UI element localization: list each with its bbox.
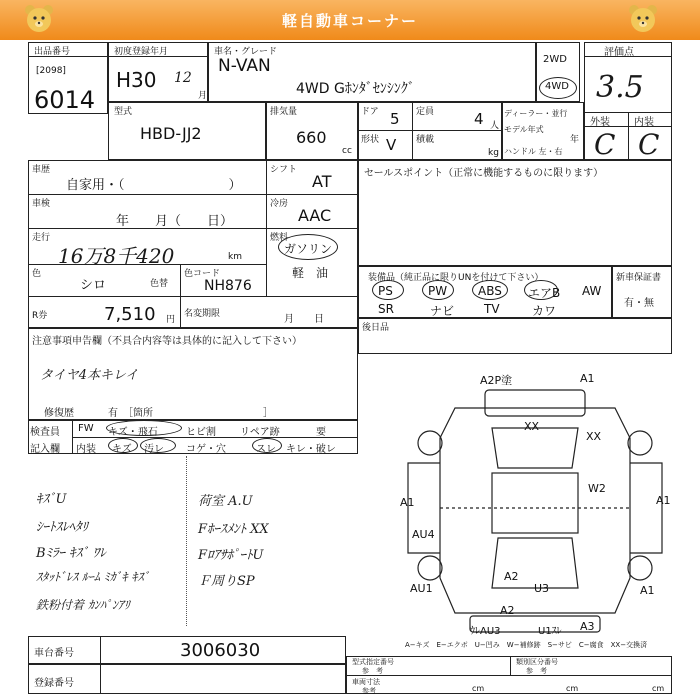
insp-circle-sure	[252, 438, 282, 453]
diag-mark-2: A1	[580, 372, 595, 385]
reg-month: 12	[174, 70, 192, 86]
comment-left-3: Bﾐﾗｰ ｷｽﾞ ﾜﾚ	[36, 546, 106, 561]
color-code-value: NH876	[204, 278, 252, 294]
insp-interior: 内装	[76, 444, 96, 455]
diag-mark-6: W2	[588, 482, 606, 495]
selling-title: セールスポイント（正常に機能するものに限ります）	[364, 168, 604, 179]
color-code-label: 色コード	[184, 269, 221, 279]
equip-navi: ナビ	[430, 304, 455, 318]
ext-grade: C	[594, 128, 616, 161]
insp-kire: キレ・破レ	[286, 444, 336, 455]
insp-koge: コゲ・穴	[186, 444, 226, 455]
comment-left-5: 鉄粉付着 ｶﾝﾊﾟﾝｱﾘ	[36, 598, 130, 612]
equip-tv: TV	[484, 302, 500, 316]
notes-handwritten: タイヤ4本キレイ	[40, 368, 139, 383]
diag-mark-15: U1ｽﾚ	[538, 626, 562, 637]
insp-circle-kizu2	[108, 438, 138, 453]
history-value: 自家用・（ ）	[66, 178, 242, 193]
name-change-label: 名変期限	[184, 309, 221, 319]
length-label: 車両寸法	[352, 678, 380, 686]
type-cert-sub: 参 考	[362, 667, 383, 675]
insp-fw: FW	[78, 423, 94, 434]
diag-mark-8: AU4	[412, 528, 435, 541]
lot-number: 6014	[34, 86, 96, 114]
diag-mark-14: ｳﾚAU3	[470, 626, 501, 637]
insp-hibiware: ヒビ割	[186, 427, 216, 438]
ac-value: AAC	[298, 206, 332, 225]
ext-label: 外装	[590, 117, 610, 128]
banner-title: 軽自動車コーナー	[281, 12, 418, 30]
reg-no-box	[28, 664, 346, 694]
equip-abs-circle	[472, 280, 508, 300]
recycle-unit: 円	[166, 315, 176, 325]
handle-label: ハンドル 左・右	[504, 147, 563, 156]
repair-label: 修復歴	[44, 408, 74, 419]
diag-legend: A−キズ E−エクボ U−凹み W−補修跡 S−サビ C−腐食 XX−交換済	[405, 641, 648, 649]
warranty-value: 有・無	[624, 298, 654, 309]
chassis-value: 3006030	[180, 640, 261, 661]
comment-right-1: 荷室 A.U	[198, 494, 253, 509]
diag-mark-3: XX	[524, 420, 540, 433]
diag-mark-11: U3	[534, 582, 550, 595]
model-value: HBD-JJ2	[140, 124, 202, 143]
diag-mark-9: A2	[504, 570, 519, 583]
chassis-label: 車台番号	[34, 648, 74, 659]
reg-label: 初度登録年月	[114, 47, 169, 57]
recycle-value: 7,510	[104, 304, 156, 325]
diag-mark-12: A1	[640, 584, 655, 597]
mileage-label: 走行	[32, 233, 51, 243]
bear-icon	[626, 3, 660, 37]
insp-sure: スレ	[256, 444, 276, 455]
equip-aw: AW	[582, 284, 602, 298]
notes-title: 注意事項申告欄（不具合内容等は具体的に記入して下さい）	[32, 336, 302, 347]
insp-kizu-tobiishi: キズ・飛石	[108, 427, 158, 438]
door-label: ドア	[361, 107, 379, 117]
ac-label: 冷房	[270, 199, 289, 209]
drive-label: 2WD	[543, 54, 567, 65]
color-change-label: 色替	[150, 279, 169, 289]
length-sub: 参考	[362, 687, 376, 695]
lot-label: 出品番号	[34, 47, 71, 57]
diag-mark-4: XX	[586, 430, 602, 443]
warranty-label: 新車保証書	[616, 273, 662, 283]
inspect-value: 年 月（ 日）	[116, 214, 234, 229]
insp-circle-yogore	[140, 438, 176, 453]
dealer-label: ディーラー・並行	[504, 109, 568, 118]
inspector-label-2: 記入欄	[30, 444, 60, 455]
year-unit: 年	[570, 135, 580, 145]
shape-value: V	[386, 136, 397, 154]
reg-no-label: 登録番号	[34, 678, 74, 689]
insp-required: 要	[316, 427, 326, 438]
reg-year: H30	[116, 68, 157, 92]
drive-value: 4WD	[545, 81, 569, 92]
inspector-label-1: 検査員	[30, 427, 60, 438]
fuel-gasoline: ガソリン	[284, 242, 333, 256]
color-label: 色	[32, 269, 42, 279]
int-grade: C	[638, 128, 660, 161]
shift-label: シフト	[270, 165, 298, 175]
reg-month-unit: 月	[198, 91, 208, 101]
equip-ps: PS	[378, 284, 393, 298]
car-name: N-VAN	[218, 56, 271, 76]
banner	[0, 0, 700, 40]
insp-circle-kizu	[106, 420, 182, 436]
model-year-label: モデル年式	[504, 125, 544, 134]
equip-airbag: エアB	[528, 286, 561, 300]
fuel-diesel: 軽 油	[292, 266, 329, 280]
score-value: 3.5	[596, 70, 644, 105]
equip-abs: ABS	[478, 284, 502, 298]
inspect-label: 車検	[32, 199, 51, 209]
score-label: 評価点	[604, 47, 634, 58]
equip-sr: SR	[378, 302, 394, 316]
diag-mark-10: AU1	[410, 582, 433, 595]
color-value: シロ	[80, 278, 107, 293]
rear-label: 後日品	[362, 323, 390, 333]
shift-value: AT	[312, 172, 332, 191]
equip-ps-circle	[372, 280, 404, 300]
equip-airbag-circle	[524, 280, 561, 300]
cm-unit-1: cm	[472, 684, 485, 693]
insp-repair: リペア跡	[240, 427, 280, 438]
diag-mark-1: A2P塗	[480, 374, 513, 387]
comment-left-2: ｼｰﾄｽﾚﾍﾀﾘ	[36, 520, 88, 535]
comment-right-3: FﾛｱｻﾎﾟｰﾄU	[198, 548, 264, 563]
door-value: 5	[390, 110, 400, 128]
mileage-value: 16万8千420	[58, 244, 175, 268]
diag-mark-13: A2	[500, 604, 515, 617]
seat-unit: 人	[490, 121, 500, 131]
diag-mark-5: A1	[400, 496, 415, 509]
load-label: 積載	[416, 135, 435, 145]
lot-code: [2098]	[36, 66, 66, 76]
seat-label: 定員	[416, 107, 435, 117]
history-label: 車歴	[32, 165, 51, 175]
car-diagram	[400, 368, 670, 638]
type-cert-label: 型式指定番号	[352, 658, 394, 666]
insp-yogore: 汚レ	[144, 444, 164, 455]
mileage-unit: km	[228, 252, 242, 262]
name-label: 車名・グレード	[214, 47, 278, 57]
cc-label: 排気量	[270, 107, 298, 117]
shape-label: 形状	[361, 135, 380, 145]
cm-unit-2: cm	[566, 684, 579, 693]
comments-divider	[186, 456, 187, 626]
model-label: 型式	[114, 107, 133, 117]
equip-title: 装備品（純正品に限りUNを付けて下さい）	[368, 273, 544, 283]
comment-right-4: Ｆ周りSP	[198, 574, 255, 589]
repair-value: 有 ［箇所 ］	[108, 408, 273, 419]
comment-left-1: ｷｽﾞU	[36, 492, 67, 507]
cm-unit-3: cm	[652, 684, 665, 693]
equip-leather: カワ	[532, 304, 557, 318]
diag-mark-7: A1	[656, 494, 671, 507]
diag-mark-16: A3	[580, 620, 595, 633]
car-grade: 4WD Gﾎﾝﾀﾞｾﾝｼﾝｸﾞ	[296, 81, 415, 97]
equip-pw: PW	[428, 284, 448, 298]
int-label: 内装	[634, 117, 654, 128]
cc-value: 660	[296, 128, 327, 147]
fuel-label: 燃料	[270, 233, 289, 243]
class-label: 類別区分番号	[516, 658, 558, 666]
name-change-unit: 月 日	[284, 314, 324, 325]
recycle-label: R券	[32, 311, 48, 321]
cc-unit: cc	[342, 146, 352, 156]
class-sub: 参 考	[526, 667, 547, 675]
equip-pw-circle	[422, 280, 454, 300]
comment-right-2: Fﾎｰｽﾒﾝﾄ XX	[198, 522, 269, 537]
seat-value: 4	[474, 110, 484, 128]
comment-left-4: ｽﾀｯﾄﾞﾚｽ ﾙｰﾑ ﾐｶﾞｷ ｷｽﾞ	[36, 570, 150, 584]
rear-box	[358, 318, 672, 354]
load-unit: kg	[488, 148, 499, 158]
insp-kizu: キズ	[112, 444, 132, 455]
